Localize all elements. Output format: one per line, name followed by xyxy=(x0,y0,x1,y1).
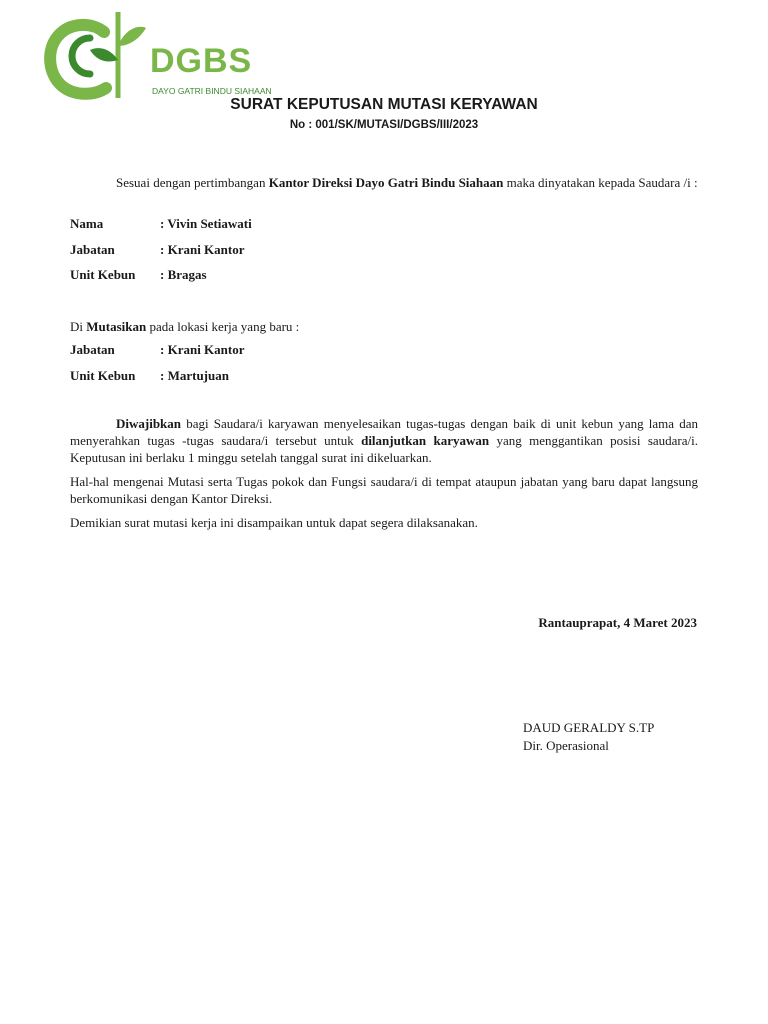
closing-paragraph: Demikian surat mutasi kerja ini disampaikan untuk dapat segera dilaksanakan. xyxy=(70,515,478,530)
intro-paragraph: Sesuai dengan pertimbangan Kantor Direksi Dayo Gatri Bindu Siahaan maka dinyatakan kepada Saudara /i : xyxy=(116,175,698,190)
new-unit: : Martujuan xyxy=(160,368,229,383)
current-position: : Krani Kantor xyxy=(160,242,245,257)
position-row: Jabatan : Krani Kantor xyxy=(70,242,245,257)
signatory-role: Dir. Operasional xyxy=(523,738,609,753)
duties-paragraph: Hal-hal mengenai Mutasi serta Tugas pokok dan Fungsi saudara/i di tempat ataupun jabatan yang baru dapat langsung berkomunikasi dengan Kantor Direksi. xyxy=(70,474,698,506)
new-position-row: Jabatan : Krani Kantor xyxy=(70,342,245,357)
brand-name: DGBS xyxy=(150,42,253,80)
name-row: Nama : Vivin Setiawati xyxy=(70,216,252,231)
new-unit-row: Unit Kebun : Martujuan xyxy=(70,368,229,383)
brand-subtitle: DAYO GATRI BINDU SIAHAAN xyxy=(152,86,272,96)
document-title: SURAT KEPUTUSAN MUTASI KERYAWAN xyxy=(230,96,538,113)
employee-name: : Vivin Setiawati xyxy=(160,216,252,231)
new-position: : Krani Kantor xyxy=(160,342,245,357)
signatory-name: DAUD GERALDY S.TP xyxy=(523,720,655,735)
place-date: Rantauprapat, 4 Maret 2023 xyxy=(538,615,697,630)
current-unit: : Bragas xyxy=(160,267,207,282)
unit-row: Unit Kebun : Bragas xyxy=(70,267,207,282)
mutation-intro: Di Mutasikan pada lokasi kerja yang baru : xyxy=(70,319,300,334)
company-logo xyxy=(40,8,280,104)
organization-name: Kantor Direksi Dayo Gatri Bindu Siahaan xyxy=(268,175,504,190)
document-number: No : 001/SK/MUTASI/DGBS/III/2023 xyxy=(289,119,479,131)
plant-c-logo-icon xyxy=(40,8,150,104)
obligation-paragraph: Diwajibkan bagi Saudara/i karyawan menyelesaikan tugas-tugas dengan baik di unit kebun yang lama dan menyerahkan tugas -tugas saudara/i tersebut untuk dilanjutkan karyawan yang menggantikan posisi saudara/i. Keputusan ini berlaku 1 minggu setelah tanggal surat ini dikeluarkan. xyxy=(70,416,698,465)
